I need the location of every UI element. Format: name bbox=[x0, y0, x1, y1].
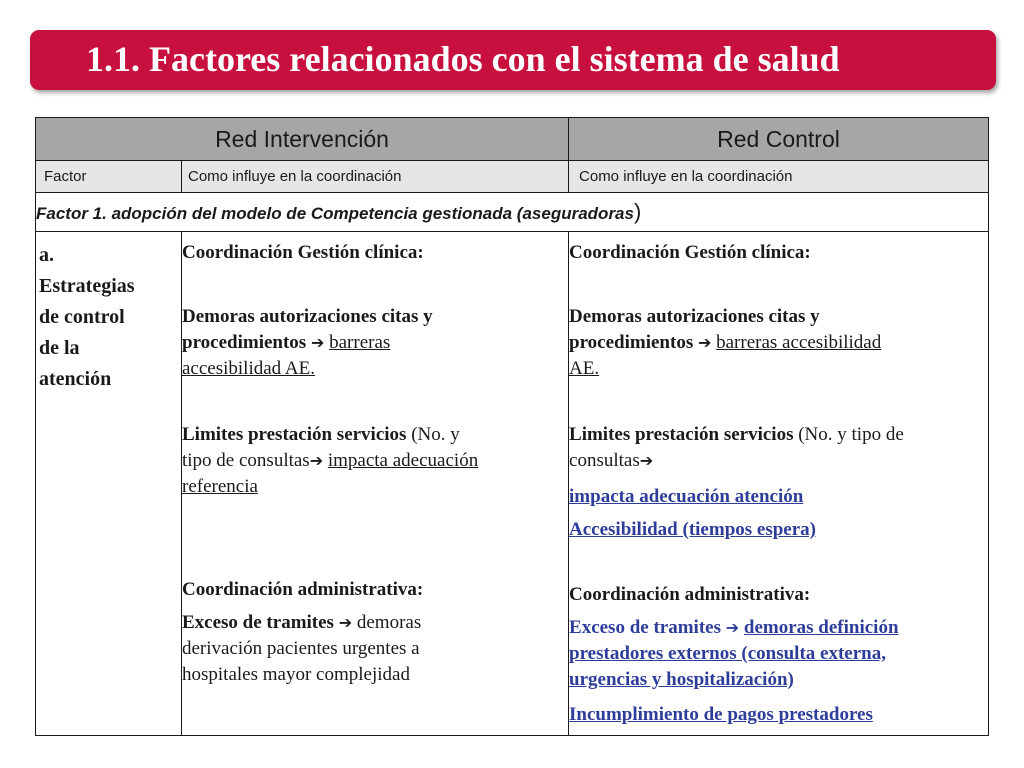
control-coord-admin: Coordinación administrativa: bbox=[569, 584, 811, 605]
control-limites: Limites prestación servicios (No. y tipo de consultas➔ bbox=[569, 424, 904, 471]
intervencion-cell bbox=[182, 232, 569, 736]
control-demoras: Demoras autorizaciones citas y procedimientos ➔ barreras accesibilidad AE. bbox=[569, 306, 882, 379]
control-accesibilidad-link[interactable]: Accesibilidad (tiempos espera) bbox=[569, 519, 816, 540]
strategy-cell bbox=[36, 232, 182, 736]
comparison-table bbox=[35, 117, 989, 736]
title-banner bbox=[30, 30, 996, 90]
interv-exceso: Exceso de tramites ➔ demoras derivación pacientes urgentes a hospitales mayor complejidad bbox=[182, 612, 422, 685]
interv-coord-admin: Coordinación administrativa: bbox=[182, 579, 424, 600]
factor-1-row: Factor 1. adopción del modelo de Competencia gestionada (aseguradoras) bbox=[36, 193, 989, 232]
control-demoras-definicion-link[interactable]: demoras definición bbox=[743, 617, 899, 638]
subheader-como-control: Como influye en la coordinación bbox=[569, 161, 989, 193]
control-coord-clinica: Coordinación Gestión clínica: bbox=[569, 242, 811, 263]
page-title: 1.1. Factores relacionados con el sistema de salud bbox=[86, 39, 840, 79]
interv-coord-clinica: Coordinación Gestión clínica: bbox=[182, 242, 424, 263]
subheader-como-intervencion: Como influye en la coordinación bbox=[182, 161, 569, 193]
control-incumplimiento-link[interactable]: Incumplimiento de pagos prestadores bbox=[569, 704, 873, 725]
header-red-control: Red Control bbox=[569, 118, 989, 161]
control-cell bbox=[569, 232, 989, 736]
interv-demoras: Demoras autorizaciones citas y procedimientos ➔ barreras accesibilidad AE. bbox=[182, 306, 433, 379]
strategy-label: a. Estrategias de control de la atención bbox=[39, 244, 135, 390]
interv-limites: Limites prestación servicios (No. y tipo de consultas➔ impacta adecuación referencia bbox=[182, 424, 479, 497]
control-impacta-link[interactable]: impacta adecuación atención bbox=[569, 486, 804, 507]
subheader-factor: Factor bbox=[36, 161, 182, 193]
control-exceso: Exceso de tramites ➔ demoras definición prestadores externos (consulta externa, urgencias y hospitalización) bbox=[569, 617, 899, 690]
header-red-intervencion: Red Intervención bbox=[36, 118, 569, 161]
